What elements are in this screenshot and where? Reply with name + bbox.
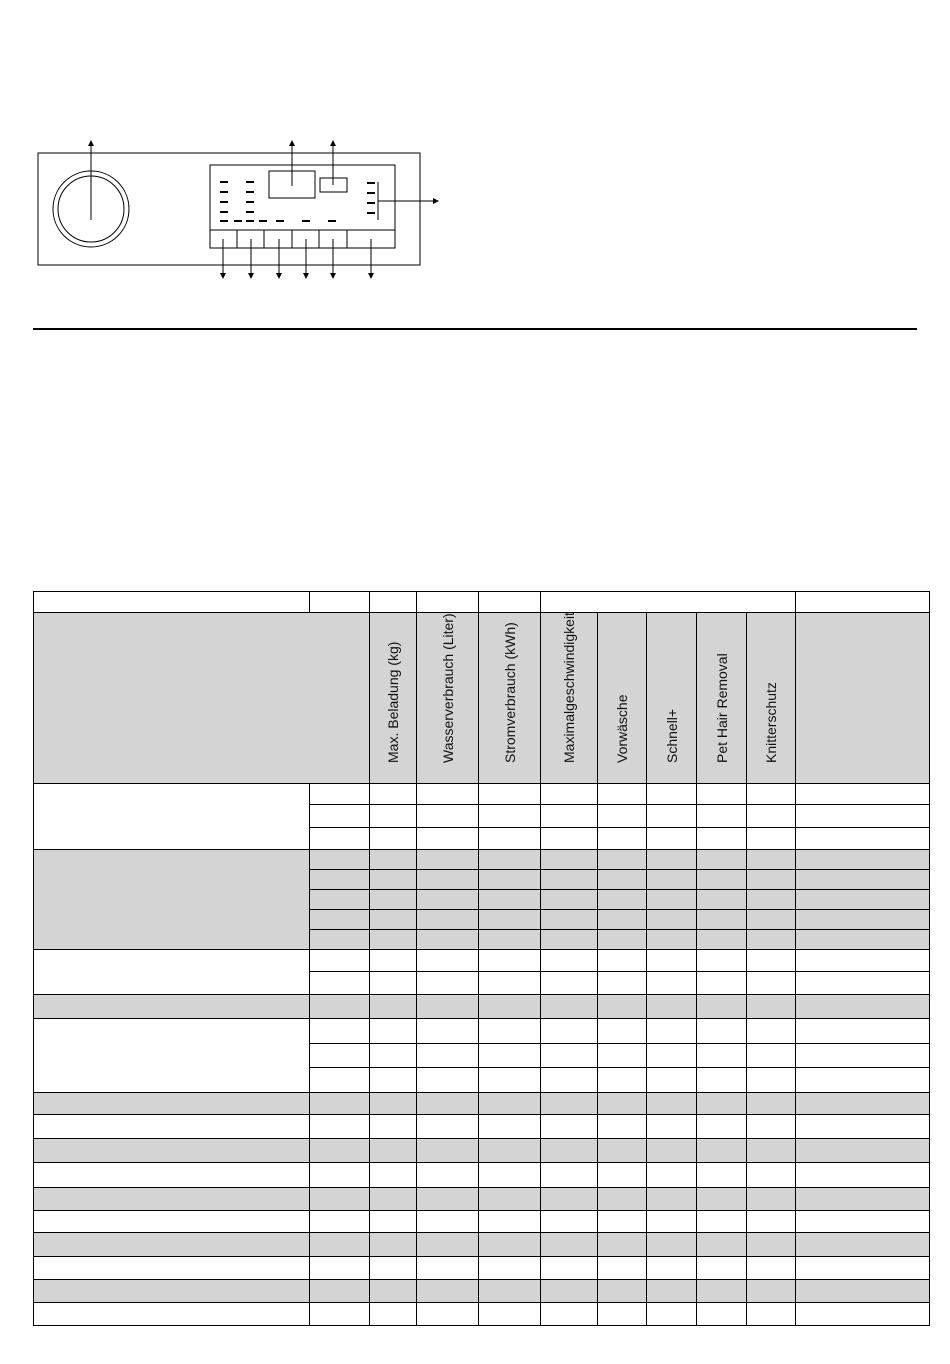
table-cell [541,930,598,950]
table-cell [479,850,541,870]
program-name-cell [34,1211,310,1233]
table-cell [310,995,370,1019]
table-cell [747,828,796,850]
table-cell [747,1044,796,1068]
table-cell [370,828,417,850]
program-name-cell [34,1233,310,1257]
table-cell [541,1280,598,1303]
table-cell [541,1257,598,1280]
table-cell [541,910,598,930]
table-cell [417,1163,479,1188]
table-cell [310,870,370,890]
table-cell [541,1019,598,1044]
table-cell [417,1280,479,1303]
table-cell [747,972,796,995]
table-cell [747,1211,796,1233]
table-cell [370,1115,417,1139]
table-cell [479,1257,541,1280]
table-cell [796,805,930,828]
table-cell [647,1044,697,1068]
header-energy: Stromverbrauch (kWh) [479,613,541,784]
program-name-cell [34,1257,310,1280]
table-cell [747,910,796,930]
table-cell [310,972,370,995]
program-name-cell [34,850,310,950]
table-cell [796,1019,930,1044]
table-cell [747,995,796,1019]
table-row [34,1211,930,1233]
table-cell [541,950,598,972]
table-cell [310,950,370,972]
table-cell [647,1019,697,1044]
table-cell [697,890,747,910]
table-cell [479,1115,541,1139]
table-cell [479,995,541,1019]
table-row [34,1093,930,1115]
table-cell [598,930,647,950]
table-cell [310,930,370,950]
table-cell [747,1303,796,1326]
table-cell [417,1068,479,1093]
table-cell [370,870,417,890]
table-cell [697,995,747,1019]
table-cell [370,784,417,805]
table-row [34,784,930,805]
table-cell [647,1139,697,1163]
table-cell [310,828,370,850]
table-cell [647,950,697,972]
table-cell [541,828,598,850]
table-cell [310,890,370,910]
table-cell [747,1068,796,1093]
table-cell [370,1068,417,1093]
table-cell [479,870,541,890]
table-cell [541,1303,598,1326]
table-cell [598,910,647,930]
program-name-cell [34,1139,310,1163]
button-3 [264,230,292,248]
table-cell [310,784,370,805]
header-anti-crease: Knitterschutz [747,613,796,784]
table-cell [417,1115,479,1139]
table-cell [796,1044,930,1068]
table-cell [697,784,747,805]
table-cell [370,1163,417,1188]
table-cell [697,1068,747,1093]
table-cell [747,1019,796,1044]
table-cell [310,1115,370,1139]
table-cell [370,972,417,995]
table-cell [417,1093,479,1115]
table-cell [796,784,930,805]
table-cell [479,1093,541,1115]
table-cell [697,930,747,950]
table-cell [417,1303,479,1326]
table-cell [370,1211,417,1233]
table-cell [310,1139,370,1163]
table-cell [697,1019,747,1044]
table-cell [370,1019,417,1044]
table-cell [370,1139,417,1163]
table-cell [747,1257,796,1280]
table-cell [310,1211,370,1233]
table-cell [541,1188,598,1211]
table-cell [747,1233,796,1257]
header-water: Wasserverbrauch (Liter) [417,613,479,784]
table-cell [479,1233,541,1257]
table-cell [541,995,598,1019]
table-cell [370,1280,417,1303]
table-cell [310,850,370,870]
table-cell [541,1044,598,1068]
table-cell [747,890,796,910]
table-cell [310,1188,370,1211]
table-cell [417,950,479,972]
table-row [34,1303,930,1326]
table-cell [598,890,647,910]
table-cell [479,910,541,930]
table-cell [697,1163,747,1188]
program-name-cell [34,1303,310,1326]
table-cell [417,1139,479,1163]
program-name-cell [34,995,310,1019]
table-cell [598,995,647,1019]
table-cell [417,870,479,890]
table-cell [370,850,417,870]
table-cell [310,1257,370,1280]
table-cell [598,1139,647,1163]
table-cell [747,950,796,972]
table-cell [796,1257,930,1280]
table-cell [598,1115,647,1139]
table-cell [747,1139,796,1163]
table-cell [796,850,930,870]
table-cell [796,1115,930,1139]
table-cell [598,1188,647,1211]
table-cell [598,950,647,972]
table-cell [370,995,417,1019]
table-cell [697,1257,747,1280]
table-cell [796,930,930,950]
table-cell [697,1139,747,1163]
table-cell [647,1163,697,1188]
table-cell [370,950,417,972]
table-cell [647,995,697,1019]
table-cell [647,828,697,850]
table-cell [697,1233,747,1257]
table-cell [541,850,598,870]
table-cell [417,1211,479,1233]
table-cell [647,805,697,828]
table-cell [479,1163,541,1188]
table-cell [541,890,598,910]
table-cell [598,1257,647,1280]
table-cell [310,1019,370,1044]
table-cell [479,1019,541,1044]
table-cell [598,1280,647,1303]
table-cell [647,1068,697,1093]
table-cell [647,784,697,805]
table-cell [370,805,417,828]
table-cell [479,1044,541,1068]
table-cell [747,1115,796,1139]
table-cell [747,784,796,805]
table-cell [796,950,930,972]
table-cell [647,1257,697,1280]
table-cell [417,828,479,850]
table-cell [417,930,479,950]
table-row [34,1163,930,1188]
table-cell [647,972,697,995]
table-cell [370,890,417,910]
table-cell [479,828,541,850]
table-cell [541,1211,598,1233]
table-row [34,950,930,972]
table-cell [598,805,647,828]
table-cell [647,870,697,890]
table-cell [479,1280,541,1303]
table-cell [541,1163,598,1188]
header-pet-hair: Pet Hair Removal [697,613,747,784]
table-cell [796,995,930,1019]
header-program-cell [34,613,370,784]
table-cell [417,784,479,805]
table-cell [598,1044,647,1068]
table-cell [541,784,598,805]
table-cell [747,930,796,950]
program-name-cell [34,950,310,995]
table-cell [310,1280,370,1303]
table-cell [747,1188,796,1211]
table-cell [697,1211,747,1233]
table-cell [310,910,370,930]
program-name-cell [34,1188,310,1211]
table-cell [541,1068,598,1093]
table-cell [796,1280,930,1303]
table-row [34,1257,930,1280]
table-cell [310,1093,370,1115]
table-cell [479,930,541,950]
table-cell [697,870,747,890]
table-cell [697,1093,747,1115]
program-name-cell [34,1115,310,1139]
table-cell [417,1188,479,1211]
table-cell [541,1233,598,1257]
table-cell [417,1019,479,1044]
table-cell [796,1188,930,1211]
table-cell [647,1093,697,1115]
table-cell [479,950,541,972]
table-cell [598,1233,647,1257]
table-cell [598,870,647,890]
table-cell [310,1163,370,1188]
table-cell [747,1280,796,1303]
table-cell [697,828,747,850]
table-cell [370,1188,417,1211]
table-cell [647,1280,697,1303]
table-cell [697,950,747,972]
table-cell [417,1044,479,1068]
table-cell [697,850,747,870]
callout-lines [91,143,371,276]
table-cell [310,1068,370,1093]
table-row [34,1139,930,1163]
table-cell [796,1139,930,1163]
table-cell [598,784,647,805]
display-frame [210,165,395,248]
table-cell [417,850,479,870]
table-cell [370,930,417,950]
table-cell [479,805,541,828]
table-cell [796,1233,930,1257]
table-cell [417,910,479,930]
program-name-cell [34,1093,310,1115]
table-row [34,1019,930,1044]
table-row [34,1188,930,1211]
table-cell [417,1257,479,1280]
table-cell [598,1163,647,1188]
table-cell [479,1303,541,1326]
table-cell [417,1233,479,1257]
table-row [34,995,930,1019]
table-cell [541,805,598,828]
program-name-cell [34,1019,310,1093]
header-max-speed: Maximalgeschwindigkeit [541,613,598,784]
table-cell [796,1093,930,1115]
table-cell [796,910,930,930]
table-cell [417,890,479,910]
table-header-row [34,613,930,784]
table-cell [370,1233,417,1257]
table-cell [479,972,541,995]
table-row [34,1233,930,1257]
table-cell [697,1280,747,1303]
table-cell [370,1093,417,1115]
table-cell [479,1139,541,1163]
table-cell [598,1211,647,1233]
header-prewash: Vorwäsche [598,613,647,784]
program-table [33,591,930,1326]
table-cell [647,910,697,930]
table-cell [370,910,417,930]
header-quick: Schnell+ [647,613,697,784]
header-last-cell [796,613,930,784]
table-cell [370,1044,417,1068]
table-cell [598,850,647,870]
table-cell [747,850,796,870]
table-cell [796,1068,930,1093]
table-cell [598,1068,647,1093]
table-cell [310,1303,370,1326]
table-cell [697,1188,747,1211]
table-cell [647,1211,697,1233]
table-cell [647,1188,697,1211]
table-cell [747,1093,796,1115]
table-cell [598,1019,647,1044]
table-top-row [34,592,930,613]
table-cell [310,805,370,828]
table-cell [697,910,747,930]
program-name-cell [34,1163,310,1188]
table-cell [598,1093,647,1115]
table-cell [479,1211,541,1233]
table-cell [796,1211,930,1233]
table-cell [541,1115,598,1139]
table-cell [479,1068,541,1093]
table-cell [541,972,598,995]
table-cell [796,1303,930,1326]
table-cell [310,1233,370,1257]
table-cell [541,1139,598,1163]
section-divider [33,328,917,330]
table-cell [697,805,747,828]
table-cell [796,972,930,995]
header-max-load: Max. Beladung (kg) [370,613,417,784]
table-cell [697,1303,747,1326]
table-cell [370,1257,417,1280]
table-cell [417,972,479,995]
table-cell [598,828,647,850]
table-cell [541,1093,598,1115]
table-cell [647,890,697,910]
table-cell [697,1115,747,1139]
callout-arrowheads [88,140,439,279]
table-cell [647,1233,697,1257]
table-cell [697,1044,747,1068]
table-cell [796,1163,930,1188]
table-cell [310,1044,370,1068]
program-name-cell [34,784,310,850]
table-cell [479,784,541,805]
table-cell [796,870,930,890]
program-name-cell [34,1280,310,1303]
control-panel-diagram [0,0,460,300]
table-cell [417,995,479,1019]
table-cell [647,930,697,950]
table-cell [747,805,796,828]
table-row [34,850,930,870]
table-cell [370,1303,417,1326]
table-cell [796,890,930,910]
table-cell [598,1303,647,1326]
table-row [34,1115,930,1139]
table-row [34,1280,930,1303]
table-cell [747,870,796,890]
table-cell [697,972,747,995]
table-cell [647,850,697,870]
table-cell [541,870,598,890]
indicator-leds [220,181,375,222]
table-cell [479,890,541,910]
table-cell [647,1303,697,1326]
table-cell [417,805,479,828]
table-cell [598,972,647,995]
table-cell [796,828,930,850]
table-cell [479,1188,541,1211]
table-cell [647,1115,697,1139]
table-cell [747,1163,796,1188]
